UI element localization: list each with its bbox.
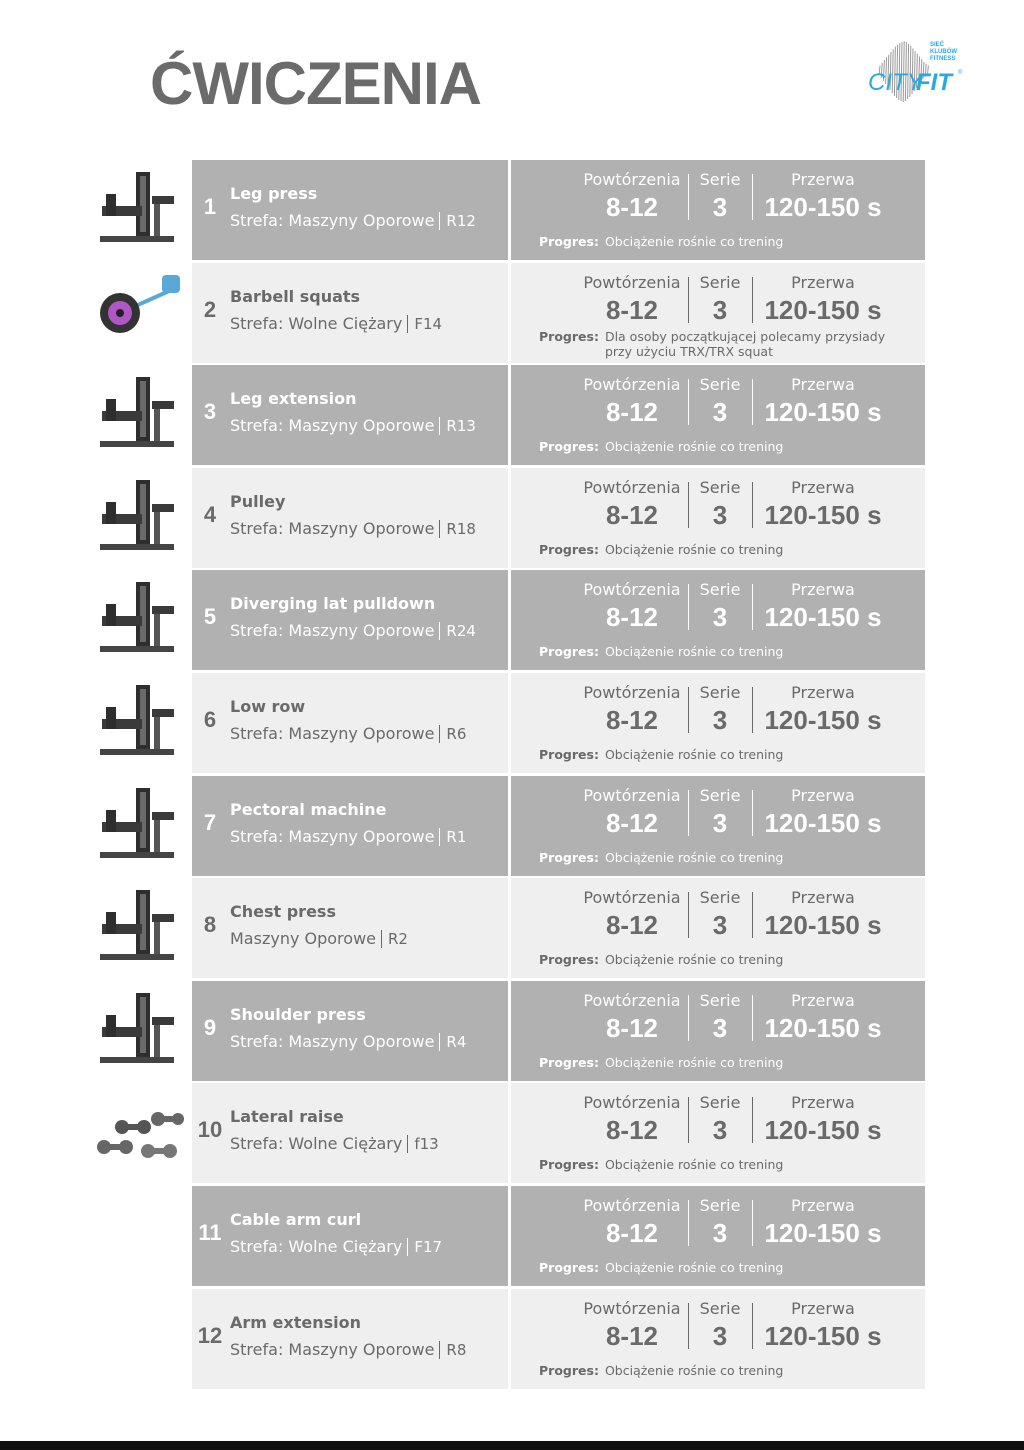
- leg-press-machine-icon: [92, 166, 184, 254]
- cityfit-logo: [866, 30, 966, 126]
- svg-text:CITY: CITY: [868, 69, 923, 96]
- sets-label: Serie: [699, 682, 741, 702]
- exercise-info: [192, 263, 508, 363]
- rest-value: 120-150 s: [764, 1115, 882, 1146]
- reps-label: Powtórzenia: [583, 1195, 681, 1215]
- exercise-info: [192, 365, 508, 465]
- shoulder-press-machine-icon: [92, 987, 184, 1075]
- exercise-table: [0, 160, 1024, 1391]
- exercise-params: [511, 365, 925, 465]
- sets-value: 3: [712, 1217, 728, 1248]
- sets-column: [689, 888, 751, 942]
- zone-name: Maszyny Oporowe: [230, 929, 376, 949]
- rest-label: Przerwa: [791, 477, 855, 497]
- progress-note: [539, 850, 905, 865]
- reps-column: [577, 1093, 687, 1147]
- rest-value: 120-150 s: [764, 1012, 882, 1043]
- rest-label: Przerwa: [791, 272, 855, 292]
- exercise-number: 10: [197, 1117, 223, 1143]
- rest-value: 120-150 s: [764, 192, 882, 222]
- rest-column: [753, 888, 893, 942]
- reps-column: [577, 170, 687, 224]
- rest-column: [753, 1299, 893, 1353]
- exercise-row: [0, 1186, 1024, 1286]
- barbell-icon: [92, 269, 184, 357]
- exercise-info: [192, 776, 508, 876]
- progress-text: Obciążenie rośnie co trening: [604, 541, 784, 557]
- exercise-number: 2: [203, 296, 217, 322]
- sets-column: [689, 170, 751, 224]
- pulley-machine-icon: [92, 474, 184, 562]
- exercise-row: [0, 981, 1024, 1081]
- low-row-machine-icon: [92, 679, 184, 767]
- zone-code: R6: [439, 725, 466, 743]
- exercise-info: [192, 1186, 508, 1286]
- sets-value: 3: [712, 1320, 728, 1351]
- progress-text: Obciążenie rośnie co trening: [604, 1054, 784, 1070]
- zone-code: R18: [439, 520, 476, 538]
- rest-value: 120-150 s: [764, 499, 882, 530]
- exercise-name: Low row: [230, 696, 306, 716]
- reps-value: 8-12: [605, 1012, 659, 1043]
- sets-column: [689, 580, 751, 634]
- rest-column: [753, 991, 893, 1045]
- zone-code: R13: [439, 417, 476, 435]
- reps-label: Powtórzenia: [583, 1093, 681, 1113]
- rest-label: Przerwa: [791, 1093, 855, 1113]
- reps-value: 8-12: [605, 910, 659, 941]
- exercise-info: [192, 1083, 508, 1183]
- reps-column: [577, 580, 687, 634]
- exercise-name: Diverging lat pulldown: [230, 594, 436, 614]
- zone-name: Strefa: Maszyny Oporowe: [230, 1031, 435, 1051]
- exercise-row: [0, 263, 1024, 363]
- progress-note: [539, 952, 905, 967]
- rest-label: Przerwa: [791, 1195, 855, 1215]
- sets-label: Serie: [699, 1195, 741, 1215]
- rest-column: [753, 1093, 893, 1147]
- zone-code: F17: [407, 1238, 442, 1256]
- exercise-name: Cable arm curl: [230, 1209, 362, 1229]
- exercise-info: [192, 160, 508, 260]
- exercise-zone: [230, 519, 476, 538]
- sets-column: [689, 991, 751, 1045]
- exercise-params: [511, 1083, 925, 1183]
- exercise-zone: [230, 929, 408, 948]
- progress-note: [539, 747, 905, 762]
- rest-value: 120-150 s: [764, 1217, 882, 1248]
- progress-note: [539, 1363, 905, 1378]
- exercise-info: [192, 981, 508, 1081]
- rest-label: Przerwa: [791, 888, 855, 908]
- exercise-number: 4: [203, 501, 217, 527]
- sets-value: 3: [712, 1012, 728, 1043]
- exercise-row: [0, 1289, 1024, 1389]
- exercise-zone: [230, 314, 442, 333]
- zone-code: F14: [407, 315, 442, 333]
- equipment-image: [92, 1295, 184, 1383]
- reps-value: 8-12: [605, 192, 659, 222]
- exercise-name: Pectoral machine: [230, 799, 387, 819]
- rest-column: [753, 170, 893, 224]
- sets-label: Serie: [699, 477, 741, 497]
- exercise-row: [0, 468, 1024, 568]
- reps-value: 8-12: [605, 1115, 659, 1146]
- equipment-image: [92, 1192, 184, 1280]
- sets-column: [689, 1196, 751, 1250]
- sets-label: Serie: [699, 1298, 741, 1318]
- exercise-info: [192, 878, 508, 978]
- svg-text:FIT: FIT: [916, 69, 952, 96]
- exercise-row: [0, 570, 1024, 670]
- exercise-zone: [230, 416, 476, 435]
- leg-extension-machine-icon: [92, 371, 184, 459]
- exercise-number: 11: [198, 1219, 222, 1245]
- progress-text: Obciążenie rośnie co trening: [604, 1362, 784, 1378]
- zone-code: R8: [439, 1341, 466, 1359]
- progress-label: Progres:: [539, 439, 599, 455]
- zone-name: Strefa: Wolne Ciężary: [230, 313, 403, 333]
- exercise-zone: [230, 1237, 442, 1256]
- progress-label: Progres:: [539, 234, 599, 249]
- reps-column: [577, 786, 687, 840]
- rest-column: [753, 786, 893, 840]
- exercise-row: [0, 1083, 1024, 1183]
- exercise-number: 5: [203, 604, 217, 630]
- svg-text:SIEĆ: SIEĆ: [930, 42, 945, 48]
- exercise-zone: [230, 827, 466, 846]
- reps-label: Powtórzenia: [583, 990, 681, 1010]
- progress-text: Obciążenie rośnie co trening: [604, 439, 784, 455]
- pectoral-machine-icon: [92, 782, 184, 870]
- progress-note: [539, 542, 905, 557]
- exercise-row: [0, 776, 1024, 876]
- exercise-params: [511, 878, 925, 978]
- zone-name: Strefa: Maszyny Oporowe: [230, 826, 435, 846]
- exercise-name: Barbell squats: [230, 286, 361, 306]
- sets-column: [689, 478, 751, 532]
- sets-column: [689, 1093, 751, 1147]
- progress-label: Progres:: [539, 541, 599, 557]
- svg-text:FITNESS: FITNESS: [930, 56, 956, 62]
- exercise-params: [511, 776, 925, 876]
- rest-column: [753, 273, 893, 327]
- zone-name: Strefa: Wolne Ciężary: [230, 1236, 403, 1256]
- progress-note: [539, 439, 905, 454]
- bottom-bar: [0, 1441, 1024, 1450]
- exercise-name: Lateral raise: [230, 1107, 344, 1127]
- exercise-params: [511, 263, 925, 363]
- page-title: ĆWICZENIA: [150, 50, 481, 117]
- sets-label: Serie: [699, 1093, 741, 1113]
- exercise-params: [511, 673, 925, 773]
- exercise-zone: [230, 1134, 439, 1153]
- progress-label: Progres:: [539, 849, 599, 865]
- exercise-zone: [230, 724, 466, 743]
- reps-value: 8-12: [605, 1217, 659, 1248]
- sets-label: Serie: [699, 785, 741, 805]
- exercise-number: 8: [203, 912, 217, 938]
- sets-column: [689, 375, 751, 429]
- sets-value: 3: [712, 499, 728, 530]
- exercise-params: [511, 1289, 925, 1389]
- reps-label: Powtórzenia: [583, 682, 681, 702]
- progress-label: Progres:: [539, 644, 599, 660]
- reps-label: Powtórzenia: [583, 580, 681, 600]
- exercise-number: 3: [203, 399, 217, 425]
- reps-column: [577, 1299, 687, 1353]
- rest-label: Przerwa: [791, 580, 855, 600]
- progress-label: Progres:: [539, 1259, 599, 1275]
- exercise-params: [511, 468, 925, 568]
- progress-text: Obciążenie rośnie co trening: [604, 746, 784, 762]
- zone-name: Strefa: Maszyny Oporowe: [230, 518, 435, 538]
- rest-column: [753, 375, 893, 429]
- zone-code: R24: [439, 622, 476, 640]
- rest-column: [753, 683, 893, 737]
- rest-label: Przerwa: [791, 990, 855, 1010]
- progress-label: Progres:: [539, 1054, 599, 1070]
- progress-note: [539, 234, 905, 249]
- sets-column: [689, 683, 751, 737]
- exercise-name: Shoulder press: [230, 1004, 366, 1024]
- sets-value: 3: [712, 397, 728, 428]
- reps-label: Powtórzenia: [583, 375, 681, 395]
- exercise-number: 9: [203, 1014, 217, 1040]
- sets-label: Serie: [699, 888, 741, 908]
- rest-value: 120-150 s: [764, 294, 882, 325]
- exercise-params: [511, 981, 925, 1081]
- zone-name: Strefa: Maszyny Oporowe: [230, 1339, 435, 1359]
- reps-value: 8-12: [605, 704, 659, 735]
- exercise-row: [0, 878, 1024, 978]
- reps-label: Powtórzenia: [583, 170, 681, 189]
- progress-label: Progres:: [539, 1157, 599, 1173]
- progress-text: Obciążenie rośnie co trening: [604, 1259, 784, 1275]
- rest-column: [753, 1196, 893, 1250]
- rest-label: Przerwa: [791, 1298, 855, 1318]
- exercise-params: [511, 160, 925, 260]
- sets-column: [689, 273, 751, 327]
- exercise-row: [0, 673, 1024, 773]
- exercise-row: [0, 365, 1024, 465]
- zone-name: Strefa: Maszyny Oporowe: [230, 621, 435, 641]
- exercise-info: [192, 468, 508, 568]
- progress-text: Obciążenie rośnie co trening: [604, 952, 784, 968]
- zone-name: Strefa: Maszyny Oporowe: [230, 723, 435, 743]
- sets-value: 3: [712, 807, 728, 838]
- sets-value: 3: [712, 910, 728, 941]
- zone-code: R2: [381, 930, 408, 948]
- rest-label: Przerwa: [791, 170, 855, 189]
- svg-text:KLUBÓW: KLUBÓW: [930, 49, 957, 55]
- rest-value: 120-150 s: [764, 704, 882, 735]
- reps-column: [577, 478, 687, 532]
- progress-note: [539, 1055, 905, 1070]
- sets-column: [689, 1299, 751, 1353]
- zone-code: R12: [439, 212, 476, 230]
- sets-label: Serie: [699, 990, 741, 1010]
- exercise-name: Leg press: [230, 184, 318, 203]
- chest-press-machine-icon: [92, 884, 184, 972]
- svg-text:®: ®: [958, 70, 963, 76]
- zone-name: Strefa: Maszyny Oporowe: [230, 416, 435, 436]
- sets-label: Serie: [699, 375, 741, 395]
- rest-value: 120-150 s: [764, 1320, 882, 1351]
- rest-label: Przerwa: [791, 682, 855, 702]
- reps-label: Powtórzenia: [583, 477, 681, 497]
- exercise-number: 1: [203, 194, 217, 219]
- exercise-row: [0, 160, 1024, 260]
- progress-label: Progres:: [539, 746, 599, 762]
- sets-label: Serie: [699, 272, 741, 292]
- exercise-info: [192, 673, 508, 773]
- progress-text: Dla osoby początkującej polecamy przysiady przy użyciu TRX/TRX squat: [604, 328, 886, 359]
- progress-note: [539, 1260, 905, 1275]
- reps-column: [577, 888, 687, 942]
- exercise-name: Leg extension: [230, 389, 357, 409]
- progress-note: [539, 644, 905, 659]
- reps-value: 8-12: [605, 602, 659, 633]
- reps-column: [577, 1196, 687, 1250]
- exercise-params: [511, 1186, 925, 1286]
- sets-value: 3: [712, 602, 728, 633]
- reps-column: [577, 375, 687, 429]
- reps-value: 8-12: [605, 294, 659, 325]
- reps-column: [577, 683, 687, 737]
- reps-value: 8-12: [605, 397, 659, 428]
- progress-note: [539, 1157, 905, 1172]
- sets-column: [689, 786, 751, 840]
- reps-value: 8-12: [605, 499, 659, 530]
- progress-label: Progres:: [539, 328, 599, 344]
- progress-text: Obciążenie rośnie co trening: [604, 234, 784, 249]
- zone-code: R4: [439, 1033, 466, 1051]
- zone-code: R1: [439, 828, 466, 846]
- progress-note: [539, 329, 905, 359]
- progress-text: Obciążenie rośnie co trening: [604, 1157, 784, 1173]
- reps-column: [577, 991, 687, 1045]
- rest-label: Przerwa: [791, 375, 855, 395]
- exercise-info: [192, 1289, 508, 1389]
- rest-column: [753, 478, 893, 532]
- exercise-zone: [230, 1032, 466, 1051]
- reps-value: 8-12: [605, 807, 659, 838]
- rest-column: [753, 580, 893, 634]
- reps-label: Powtórzenia: [583, 785, 681, 805]
- zone-code: f13: [407, 1135, 438, 1153]
- sets-value: 3: [712, 294, 728, 325]
- rest-value: 120-150 s: [764, 807, 882, 838]
- sets-value: 3: [712, 1115, 728, 1146]
- progress-label: Progres:: [539, 952, 599, 968]
- reps-column: [577, 273, 687, 327]
- exercise-number: 6: [203, 706, 217, 732]
- dumbbells-icon: [92, 1089, 184, 1177]
- exercise-zone: [230, 1340, 466, 1359]
- rest-value: 120-150 s: [764, 397, 882, 428]
- lat-pulldown-machine-icon: [92, 576, 184, 664]
- sets-label: Serie: [699, 580, 741, 600]
- sets-value: 3: [712, 192, 728, 222]
- rest-label: Przerwa: [791, 785, 855, 805]
- exercise-zone: [230, 211, 476, 230]
- reps-label: Powtórzenia: [583, 1298, 681, 1318]
- exercise-zone: [230, 621, 476, 640]
- zone-name: Strefa: Maszyny Oporowe: [230, 211, 435, 230]
- exercise-number: 7: [203, 809, 217, 835]
- exercise-name: Pulley: [230, 491, 286, 511]
- exercise-info: [192, 570, 508, 670]
- reps-label: Powtórzenia: [583, 888, 681, 908]
- reps-label: Powtórzenia: [583, 272, 681, 292]
- reps-value: 8-12: [605, 1320, 659, 1351]
- rest-value: 120-150 s: [764, 602, 882, 633]
- progress-text: Obciążenie rośnie co trening: [604, 849, 784, 865]
- sets-label: Serie: [699, 170, 741, 189]
- exercise-params: [511, 570, 925, 670]
- exercise-name: Chest press: [230, 902, 336, 922]
- progress-text: Obciążenie rośnie co trening: [604, 644, 784, 660]
- zone-name: Strefa: Wolne Ciężary: [230, 1134, 403, 1154]
- sets-value: 3: [712, 704, 728, 735]
- progress-label: Progres:: [539, 1362, 599, 1378]
- exercise-name: Arm extension: [230, 1312, 361, 1332]
- rest-value: 120-150 s: [764, 910, 882, 941]
- exercise-number: 12: [197, 1322, 223, 1348]
